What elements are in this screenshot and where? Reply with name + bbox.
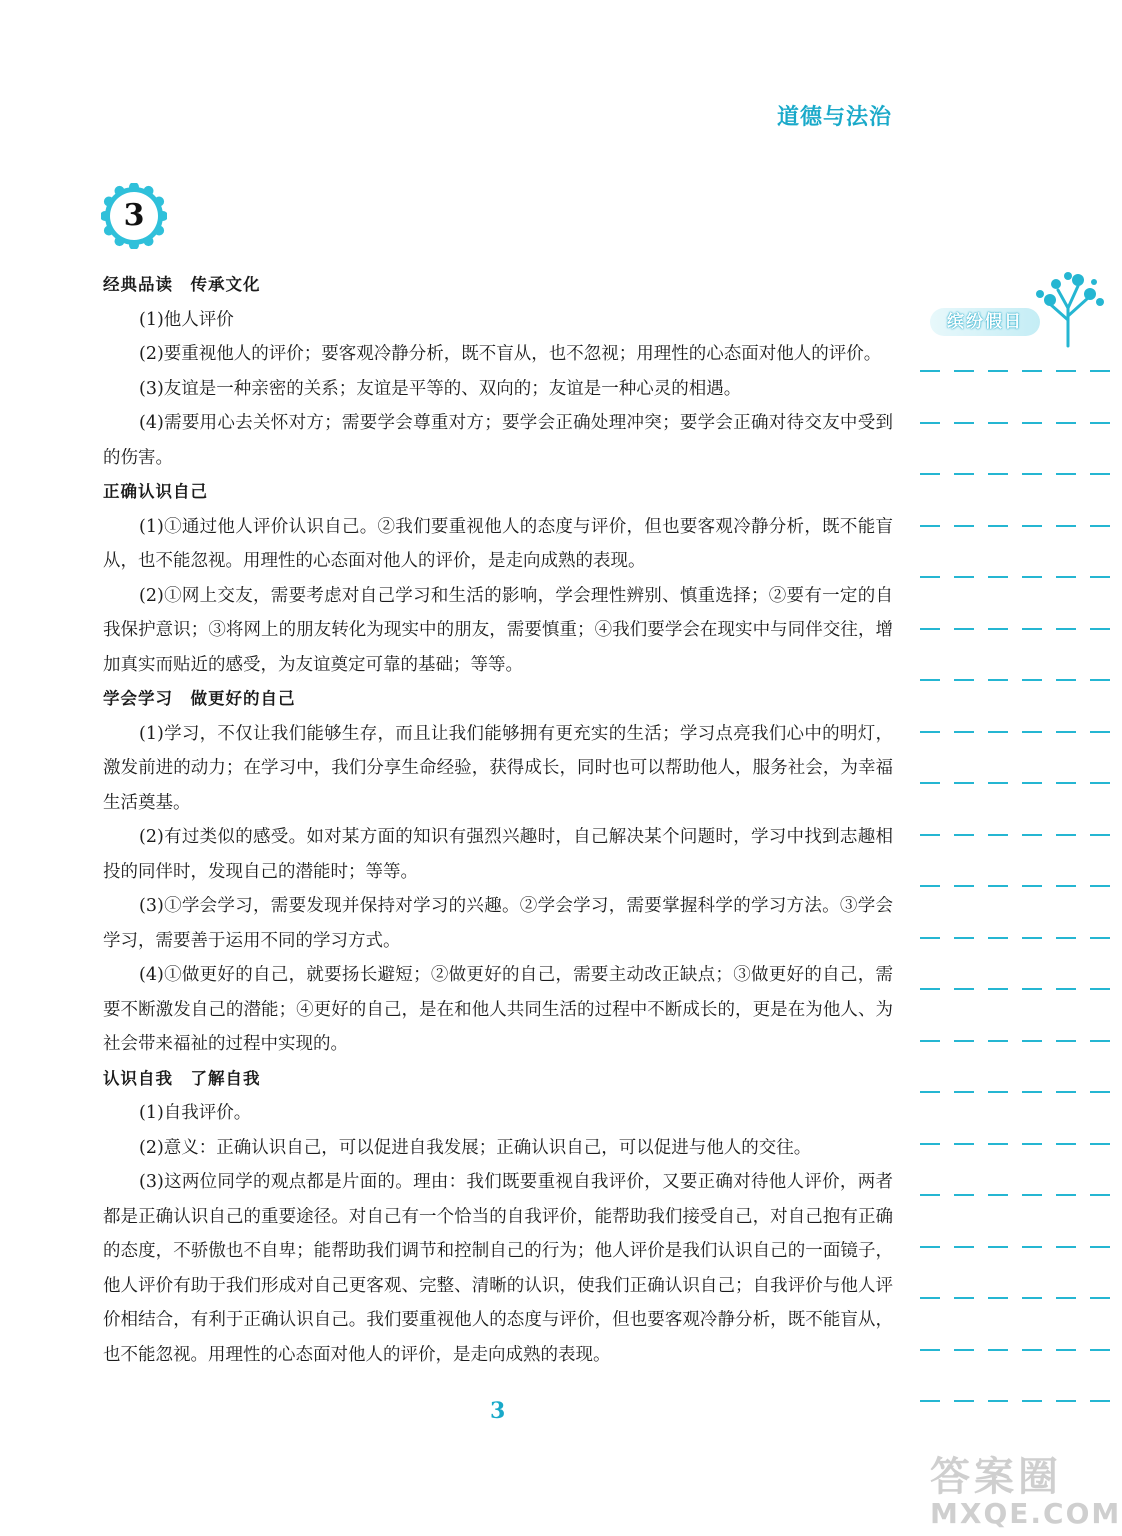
paragraph: (4)①做更好的自己，就要扬长避短；②做更好的自己，需要主动改正缺点；③做更好的自己，需要不断激发自己的潜能；④更好的自己，是在和他人共同生活的过程中不断成长的，更是在为他人、为社会带来福祉的过程中实现的。 [103, 965, 893, 1054]
note-line [920, 731, 1110, 733]
note-line [920, 628, 1110, 630]
paragraph: (2)意义：正确认识自己，可以促进自我发展；正确认识自己，可以促进与他人的交往。 [139, 1137, 812, 1158]
watermark-logo [930, 1455, 1120, 1535]
note-line [920, 937, 1110, 939]
note-line [920, 1143, 1110, 1145]
section-heading: 正确认识自己 [103, 482, 208, 501]
section-heading: 认识自我 了解自我 [103, 1068, 261, 1088]
paragraph: (3)①学会学习，需要发现并保持对学习的兴趣。②学会学习，需要掌握科学的学习方法。③学会学习，需要善于运用不同的学习方式。 [103, 896, 893, 951]
section-3 [103, 682, 893, 1062]
watermark-title: 答案圈 [930, 1454, 1062, 1500]
note-line [920, 988, 1110, 990]
paragraph: (2)有过类似的感受。如对某方面的知识有强烈兴趣时，自己解决某个问题时，学习中找到志趣相投的同伴时，发现自己的潜能时；等等。 [103, 827, 893, 882]
note-line [920, 885, 1110, 887]
section-heading: 经典品读 传承文化 [103, 275, 261, 294]
note-line [920, 782, 1110, 784]
note-line [920, 1297, 1110, 1299]
section-4 [103, 1062, 893, 1373]
note-line [920, 370, 1110, 372]
notes-margin [920, 268, 1110, 1378]
section-heading: 学会学习 做更好的自己 [103, 689, 296, 708]
paragraph: (3)友谊是一种亲密的关系；友谊是平等的、双向的；友谊是一种心灵的相遇。 [139, 378, 742, 399]
note-line [920, 1040, 1110, 1042]
note-line [920, 834, 1110, 836]
paragraph: (2)要重视他人的评价；要客观冷静分析，既不盲从，也不忽视；用理性的心态面对他人的评价。 [139, 344, 882, 364]
paragraph: (4)需要用心去关怀对方；需要学会尊重对方；要学会正确处理冲突；要学会正确对待交友中受到的伤害。 [103, 413, 893, 468]
note-line [920, 1349, 1110, 1351]
section-2 [103, 475, 893, 682]
unit-badge [101, 183, 167, 249]
note-line [920, 576, 1110, 578]
note-line [920, 422, 1110, 424]
paragraph: (1)①通过他人评价认识自己。②我们要重视他人的态度与评价，但也要客观冷静分析，既不能盲从，也不能忽视。用理性的心态面对他人的评价，是走向成熟的表现。 [103, 516, 893, 571]
paragraph: (2)①网上交友，需要考虑对自己学习和生活的影响，学会理性辨别、慎重选择；②要有一定的自我保护意识；③将网上的朋友转化为现实中的朋友，需要慎重；④我们要学会在现实中与同伴交往，增加真实而贴近的感受，为友谊奠定可靠的基础；等等。 [103, 585, 893, 675]
sidebar-title: 缤纷假日 [930, 308, 1040, 336]
paragraph: (1)他人评价 [139, 309, 234, 330]
page-number: 3 [490, 1398, 506, 1424]
note-line [920, 473, 1110, 475]
note-line [920, 525, 1110, 527]
tree-icon [1028, 268, 1108, 348]
paragraph: (1)自我评价。 [139, 1103, 252, 1123]
unit-number: 3 [123, 198, 145, 233]
note-line [920, 679, 1110, 681]
watermark-url: MXQE.COM [930, 1497, 1122, 1530]
subject-title: 道德与法治 [776, 105, 892, 130]
note-line [920, 1194, 1110, 1196]
section-1 [103, 268, 893, 475]
answer-content [103, 268, 893, 1372]
paragraph: (3)这两位同学的观点都是片面的。理由：我们既要重视自我评价，又要正确对待他人评价，两者都是正确认识自己的重要途径。对自己有一个恰当的自我评价，能帮助我们接受自己，对自己抱有正确的态度，不骄傲也不自卑；能帮助我们调节和控制自己的行为；他人评价是我们认识自己的一面镜子，他人评价有助于我们形成对自己更客观、完整、清晰的认识，使我们正确认识自己；自我评价与他人评价相结合，有利于正确认识自己。我们要重视他人的态度与评价，但也要客观冷静分析，既不能盲从，也不能忽视。用理性的心态面对他人的评价，是走向成熟的表现。 [103, 1172, 893, 1365]
paragraph: (1)学习，不仅让我们能够生存，而且让我们能够拥有更充实的生活；学习点亮我们心中的明灯，激发前进的动力；在学习中，我们分享生命经验，获得成长，同时也可以帮助他人，服务社会，为幸福生活奠基。 [103, 723, 893, 813]
note-line [920, 1091, 1110, 1093]
note-line [920, 1400, 1110, 1402]
note-line [920, 1246, 1110, 1248]
